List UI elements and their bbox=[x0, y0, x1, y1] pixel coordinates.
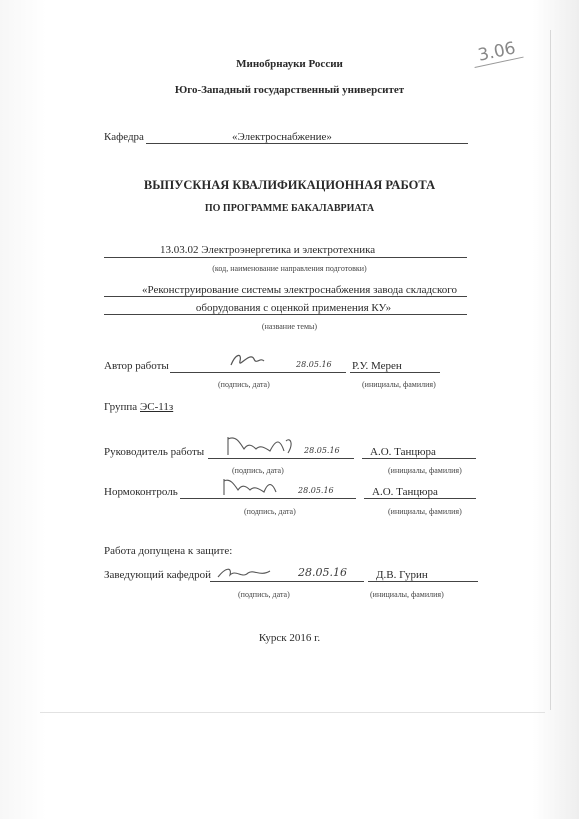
normcontrol-label: Нормоконтроль bbox=[104, 486, 178, 498]
direction-value: 13.03.02 Электроэнергетика и электротехника bbox=[160, 244, 376, 256]
university-heading: Юго-Западный государственный университет bbox=[174, 84, 405, 96]
handwritten-stamp: 3.06 bbox=[470, 37, 523, 68]
normcontrol-name: А.О. Танцюра bbox=[372, 486, 438, 498]
direction-caption: (код, наименование направления подготовки) bbox=[212, 264, 367, 273]
head-date: 28.05.16 bbox=[298, 566, 347, 579]
normcontrol-sign-caption: (подпись, дата) bbox=[244, 507, 296, 516]
supervisor-signature bbox=[226, 433, 296, 459]
department-value: «Электроснабжение» bbox=[232, 131, 332, 143]
supervisor-sign-caption: (подпись, дата) bbox=[232, 466, 284, 475]
department-underline bbox=[146, 143, 468, 144]
ministry-heading: Минобрнауки России bbox=[236, 58, 343, 70]
sheet-bottom-edge bbox=[40, 712, 545, 713]
normcontrol-name-caption: (инициалы, фамилия) bbox=[388, 507, 462, 516]
document-subtitle: ПО ПРОГРАММЕ БАКАЛАВРИАТА bbox=[204, 203, 375, 214]
department-label: Кафедра bbox=[104, 131, 144, 143]
normcontrol-sign-line bbox=[180, 498, 356, 499]
topic-caption: (название темы) bbox=[261, 322, 318, 331]
author-name: Р.У. Мерен bbox=[352, 360, 402, 372]
document-title: ВЫПУСКНАЯ КВАЛИФИКАЦИОННАЯ РАБОТА bbox=[143, 178, 436, 192]
author-sign-caption: (подпись, дата) bbox=[218, 380, 270, 389]
city-year: Курск 2016 г. bbox=[258, 632, 321, 644]
direction-underline bbox=[104, 257, 467, 258]
supervisor-label: Руководитель работы bbox=[104, 446, 205, 458]
topic-underline-2 bbox=[104, 314, 467, 315]
head-label: Заведующий кафедрой bbox=[104, 569, 211, 581]
normcontrol-name-line bbox=[364, 498, 476, 499]
group-label: Группа bbox=[104, 401, 138, 413]
normcontrol-signature bbox=[222, 476, 282, 498]
author-name-caption: (инициалы, фамилия) bbox=[362, 380, 436, 389]
normcontrol-date: 28.05.16 bbox=[298, 486, 334, 495]
topic-underline-1 bbox=[104, 296, 467, 297]
author-signature bbox=[228, 349, 266, 373]
author-label: Автор работы bbox=[104, 360, 169, 372]
author-date: 28.05.16 bbox=[296, 360, 332, 369]
supervisor-name-line bbox=[362, 458, 476, 459]
author-name-line bbox=[350, 372, 440, 373]
topic-line-2: оборудования с оценкой применения КУ» bbox=[195, 302, 392, 314]
head-name-line bbox=[368, 581, 478, 582]
head-signature bbox=[216, 565, 272, 583]
head-name: Д.В. Гурин bbox=[376, 569, 428, 581]
admitted-text: Работа допущена к защите: bbox=[104, 545, 233, 557]
head-name-caption: (инициалы, фамилия) bbox=[370, 590, 444, 599]
topic-line-1: «Реконструирование системы электроснабжения завода складского bbox=[142, 284, 457, 296]
supervisor-name: А.О. Танцюра bbox=[370, 446, 436, 458]
group-value: ЭС-11з bbox=[140, 401, 174, 413]
supervisor-name-caption: (инициалы, фамилия) bbox=[388, 466, 462, 475]
supervisor-date: 28.05.16 bbox=[304, 446, 340, 455]
head-sign-caption: (подпись, дата) bbox=[238, 590, 290, 599]
sheet-edge bbox=[550, 30, 551, 710]
